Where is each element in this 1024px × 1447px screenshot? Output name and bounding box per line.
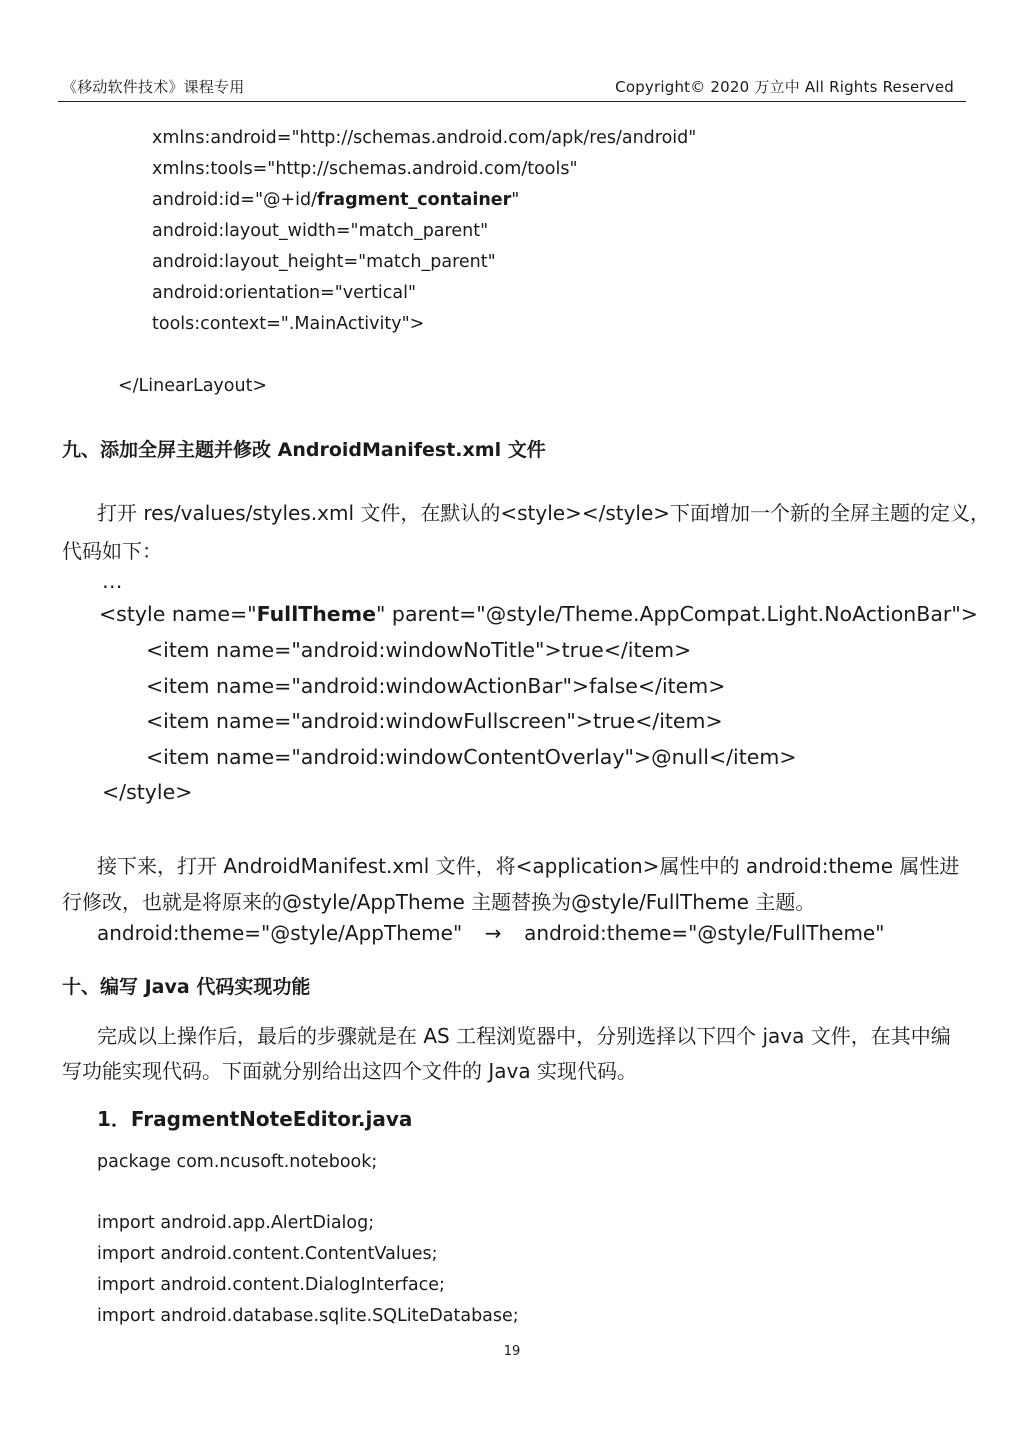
section-9-paragraph: 打开 res/values/styles.xml 文件，在默认的<style></style>下面增加一个新的全屏主题的定义，	[97, 501, 991, 525]
java-import-line: import android.database.sqlite.SQLiteDatabase;	[97, 1306, 519, 1326]
section-10-paragraph: 完成以上操作后，最后的步骤就是在 AS 工程浏览器中，分别选择以下四个 java 文件，在其中编	[97, 1024, 951, 1048]
java-import-line: import android.content.ContentValues;	[97, 1244, 438, 1264]
xml-line: xmlns:android="http://schemas.android.com/apk/res/android"	[152, 128, 697, 148]
xml-line: xmlns:tools="http://schemas.android.com/tools"	[152, 159, 578, 179]
xml-line: android:id="@+id/fragment_container"	[152, 190, 520, 210]
code-ellipsis: …	[102, 569, 123, 593]
xml-line: android:layout_height="match_parent"	[152, 252, 496, 272]
code-theme-name: FullTheme	[256, 602, 376, 626]
header-course-title: 《移动软件技术》课程专用	[62, 78, 245, 96]
page-number: 19	[503, 1344, 521, 1359]
java-import-line: import android.app.AlertDialog;	[97, 1213, 375, 1233]
java-import-line: import android.content.DialogInterface;	[97, 1275, 445, 1295]
code-style-open: <style name="FullTheme" parent="@style/Theme.AppCompat.Light.NoActionBar">	[99, 602, 978, 626]
section-10-heading: 十、编写 Java 代码实现功能	[62, 976, 311, 998]
section-9-paragraph: 行修改，也就是将原来的@style/AppTheme 主题替换为@style/FullTheme 主题。	[62, 890, 816, 914]
section-9-heading: 九、添加全屏主题并修改 AndroidManifest.xml 文件	[62, 439, 546, 461]
xml-close-tag: </LinearLayout>	[118, 376, 268, 396]
section-10-paragraph: 写功能实现代码。下面就分别给出这四个文件的 Java 实现代码。	[62, 1059, 637, 1083]
xml-line: tools:context=".MainActivity">	[152, 314, 425, 334]
xml-bold-id: fragment_container	[317, 190, 512, 210]
xml-line: android:layout_width="match_parent"	[152, 221, 489, 241]
code-style-close: </style>	[102, 780, 193, 804]
java-package-line: package com.ncusoft.notebook;	[97, 1152, 378, 1172]
arrow-right-icon: →	[484, 921, 502, 945]
theme-replacement-line: android:theme="@style/AppTheme" → android:theme="@style/FullTheme"	[97, 921, 885, 945]
code-item: <item name="android:windowNoTitle">true</item>	[146, 638, 692, 662]
header-divider	[58, 101, 966, 102]
xml-line: android:orientation="vertical"	[152, 283, 417, 303]
section-9-paragraph: 代码如下：	[62, 539, 162, 563]
code-item: <item name="android:windowActionBar">false</item>	[146, 674, 726, 698]
header-copyright: Copyright© 2020 万立中 All Rights Reserved	[615, 78, 954, 96]
section-9-paragraph: 接下来，打开 AndroidManifest.xml 文件，将<application>属性中的 android:theme 属性进	[97, 854, 960, 878]
code-item: <item name="android:windowContentOverlay">@null</item>	[146, 745, 797, 769]
subsection-heading: 1．FragmentNoteEditor.java	[97, 1107, 413, 1131]
code-item: <item name="android:windowFullscreen">true</item>	[146, 709, 723, 733]
